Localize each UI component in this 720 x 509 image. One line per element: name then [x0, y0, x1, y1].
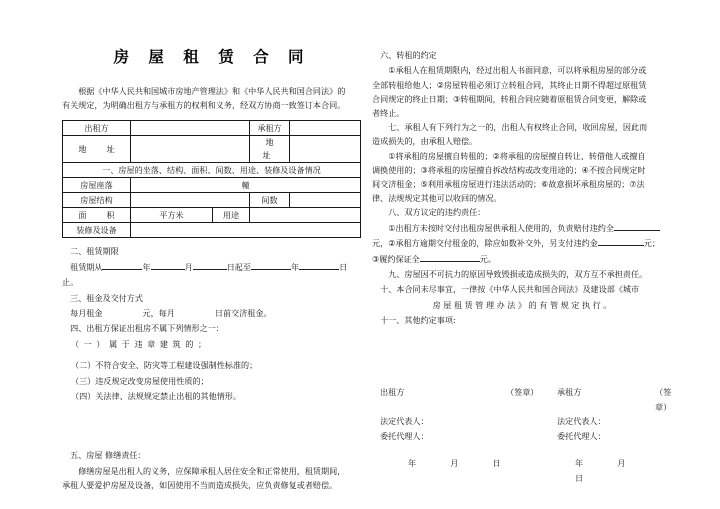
- signature-lessor-label: 出租方: [380, 386, 405, 397]
- s8-penalty-1-blank[interactable]: [614, 230, 660, 231]
- s2-end-day-blank[interactable]: [299, 269, 339, 270]
- location-label: 房屋座落: [63, 178, 131, 193]
- section-6-body-2: 全部转租给他人；②房屋转租必须订立转租合同，其终止日期不得超过原租赁: [372, 79, 647, 90]
- section-4-item-3: （三）违反规定改变房屋使用性质的；: [71, 375, 209, 386]
- section-one-banner: 一、房屋的坐落、结构、面积、间数、用途、装修及设备情况: [63, 163, 361, 178]
- lessee-label: 承租方: [250, 121, 290, 136]
- section-4-item-1: （一）属于违章建筑的；: [71, 338, 211, 349]
- section-6-body-4: 者终止。: [372, 108, 405, 119]
- section-4-item-2: （二）不符合安全、防灾等工程建设强制性标准的；: [71, 360, 258, 371]
- s8-clause-2: 元，②承租方逾期交付租金的，除应如数补交外，另支付违约金: [372, 238, 598, 249]
- lessee-address-value[interactable]: [290, 136, 361, 163]
- legal-rep-right-label[interactable]: 法定代表人：: [557, 415, 606, 426]
- s2-label-from: 租赁期从: [70, 261, 103, 272]
- usage-value[interactable]: [250, 208, 361, 223]
- lessor-value[interactable]: [131, 121, 250, 136]
- table-row: [63, 208, 361, 223]
- structure-value[interactable]: [131, 193, 250, 208]
- s2-day-blank[interactable]: [193, 269, 227, 270]
- agent-row: [372, 429, 672, 444]
- section-11-title: 十一、其他约定事项:: [380, 315, 456, 326]
- lessee-value[interactable]: [290, 121, 361, 136]
- table-row: [63, 178, 361, 193]
- section-7-body-6: 律、法规规定其他可以收回的情况。: [372, 193, 502, 204]
- signature-lessee-seal: （签章）: [655, 386, 672, 412]
- section-8-body-line-2: [372, 236, 672, 251]
- s2-end-year-unit: 年: [291, 261, 300, 272]
- s8-deposit-blank[interactable]: [420, 261, 480, 262]
- table-row: [63, 193, 361, 208]
- area-unit[interactable]: 平方米: [131, 208, 213, 223]
- date-row: [372, 456, 672, 483]
- section-5-body-2: 承租人要爱护房屋及设备，如因使用不当而造成损失，应负责修复或者赔偿。: [62, 480, 338, 491]
- section-9-body: 九、房屋因不可抗力的原因导致毁损或造成损失的，双方互不承担责任。: [388, 269, 648, 280]
- s2-to-label: 日起至: [226, 261, 251, 272]
- signature-lessee-label: 承租方: [557, 386, 582, 397]
- section-4-item-4: （四）关法律、法规规定禁止出租的其他情形。: [71, 391, 241, 402]
- section-4-title: 四、出租方保证出租房不属下列情形之一：: [70, 323, 224, 334]
- s3-pay-label: 日前交济租金。: [214, 308, 272, 319]
- section-6-title: 六、转租的约定: [380, 50, 437, 60]
- section-10-body-2: 房 屋 租 赁 管 理 办 法 》 的 有 管 规 定 执 行 。: [432, 299, 612, 310]
- section-5-title: 五、房屋 修缮责任：: [70, 450, 146, 461]
- property-info-table: [62, 120, 361, 238]
- left-column: [62, 0, 362, 492]
- date-left[interactable]: 年 月 日: [408, 457, 514, 468]
- section-8-body-line-3: [372, 252, 672, 267]
- lessor-label: 出租方: [63, 121, 131, 136]
- s3-monthly-label: 每月租金: [70, 308, 103, 319]
- location-unit[interactable]: 幢: [131, 178, 361, 193]
- section-7-body-2: 造成损失的，由承租人赔偿。: [372, 136, 478, 147]
- section-7-body-3: ①将承租的房屋擅自转租的；②将承租的房屋擅自转让、转借他人或擅自: [388, 150, 646, 161]
- rooms-label: 间数: [250, 193, 290, 208]
- s8-clause-2-end: 元；: [643, 238, 660, 249]
- legal-rep-row: [372, 414, 672, 429]
- right-column: [372, 0, 672, 483]
- decoration-value[interactable]: [131, 223, 361, 238]
- structure-label: 房屋结构: [63, 193, 131, 208]
- s8-clause-3: ③履约保证全: [372, 253, 420, 264]
- lessor-address-value[interactable]: [131, 136, 250, 163]
- section-3-rent-line: [62, 306, 362, 321]
- section-6-body-3: 合同规定的终止日期；③转租期间，转租合同应随着原租赁合同变更，解除或: [372, 93, 647, 104]
- s8-clause-3-end: 元。: [479, 253, 496, 264]
- intro-line-2: 有关规定，为明确出租方与承租方的权利和义务，经双方协商一致签订本合同。: [62, 100, 346, 111]
- table-row: [63, 136, 361, 163]
- section-3-title: 三、租金及交付方式: [70, 292, 143, 303]
- s2-year-blank[interactable]: [102, 269, 142, 270]
- s8-clause-1: ①出租方未按时交付出租房屋供承租人使用的，负责赔付违约全: [388, 222, 614, 233]
- section-8-body-line-1: [372, 221, 672, 236]
- signature-lessor-seal: （签章）: [506, 386, 539, 397]
- intro-paragraph: [62, 84, 362, 112]
- section-8-title: 八、双方议定的违约责任：: [388, 207, 486, 218]
- s2-end-year-blank[interactable]: [251, 269, 291, 270]
- section-2-title: 二、租赁期限: [70, 246, 119, 257]
- section-7-body-1: 七、承租人有下列行为之一的，出租人有权终止合同，收回房屋，因此而: [388, 122, 648, 133]
- s2-month-unit: 月: [184, 261, 193, 272]
- table-row: [63, 163, 361, 178]
- area-label: 面 积: [63, 208, 131, 223]
- section-5-body-1: 修缮房屋是出租人的义务，应保障承租人居住安全和正常使用，租赁期间，: [78, 465, 346, 476]
- section-10-body-1: 十、本合同未尽事宜，一律按《中华人民共和国合同法》及建设部《城市: [380, 284, 640, 295]
- s2-month-blank[interactable]: [151, 269, 185, 270]
- legal-rep-left-label[interactable]: 法定代表人：: [380, 415, 429, 426]
- rooms-value[interactable]: [290, 193, 361, 208]
- table-row: [63, 121, 361, 136]
- page-title: 房 屋 租 赁 合 同: [113, 48, 311, 66]
- agent-right-label[interactable]: 委托代理人：: [557, 430, 606, 441]
- s2-year-unit: 年: [142, 261, 151, 272]
- section-7-body-5: 间交济租金；⑤利用承租房屋进行违法活动的；⑥故意损坏承租房屋的；⑦法: [372, 179, 645, 190]
- s3-yuan-label: 元，每月: [142, 308, 175, 319]
- intro-line-1: 根据《中华人民共和国城市房地产管理法》和《中华人民共和国合同法》的: [78, 86, 346, 96]
- date-right[interactable]: 年 月 日: [575, 457, 660, 483]
- lessee-address-label: 地 址: [250, 136, 290, 163]
- decoration-label: 装修及设备: [63, 223, 131, 238]
- usage-label: 用途: [213, 208, 250, 223]
- section-2-term-line: [62, 260, 362, 291]
- lessor-address-label: 地 址: [63, 136, 131, 163]
- section-7-body-4: 调换使用的；③将承租的房屋擅自拆改结构或改变用途的；④不按合同规定时: [372, 164, 646, 175]
- section-6-body-1: ①承租人在租赁期限内，经过出租人书面同意，可以将承租房屋的部分或: [388, 65, 647, 76]
- s2-end-unit: 日止。: [62, 261, 348, 288]
- s8-penalty-2-blank[interactable]: [598, 245, 644, 246]
- agent-left-label[interactable]: 委托代理人：: [380, 430, 429, 441]
- signature-header-row: [372, 385, 672, 412]
- table-row: [63, 223, 361, 238]
